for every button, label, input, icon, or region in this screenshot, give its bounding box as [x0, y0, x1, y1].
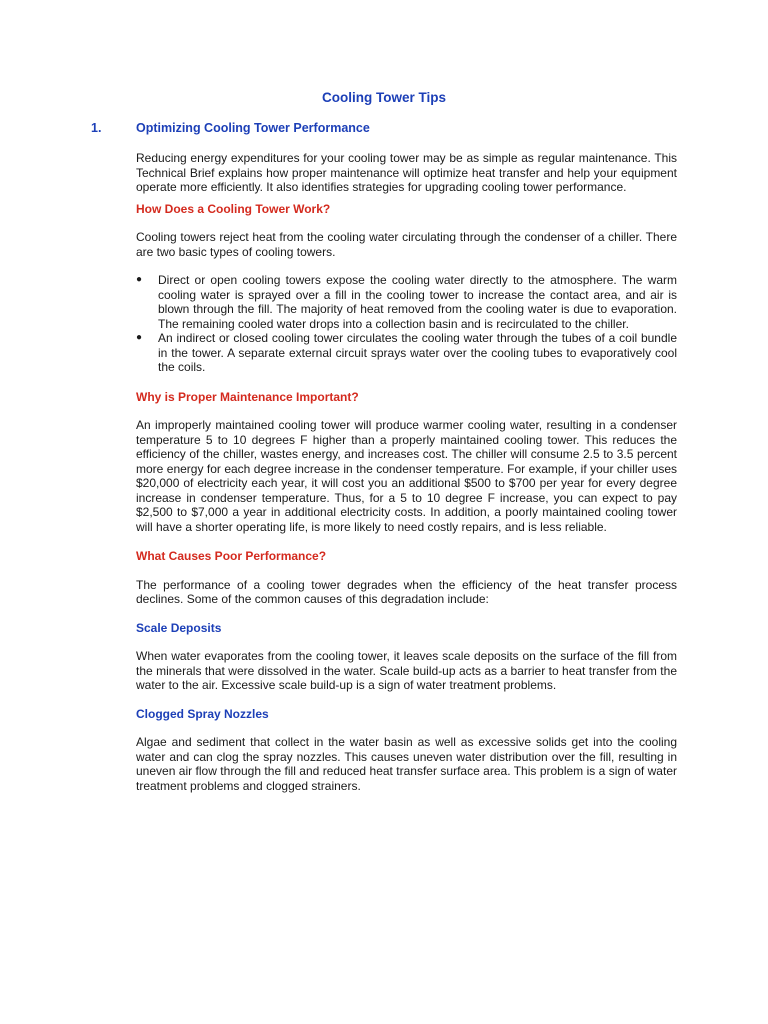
list-item [136, 273, 677, 331]
bullet-icon: ● [136, 332, 143, 343]
causes-paragraph: The performance of a cooling tower degrades when the efficiency of the heat transfer process declines. Some of the common causes of this degradation include: [136, 577, 677, 606]
document-body [136, 151, 677, 793]
how-works-paragraph: Cooling towers reject heat from the cooling water circulating through the condenser of a chiller. There are two basic types of cooling towers. [136, 230, 677, 259]
list-item [136, 331, 677, 375]
maintenance-paragraph: An improperly maintained cooling tower will produce warmer cooling water, resulting in a condenser temperature 5 to 10 degrees F higher than a properly maintained cooling tower. This reduces the efficiency of the chiller, wastes energy, and increases cost. The chiller will consume 2.5 to 3.5 percent more energy for each degree increase in the condenser temperature. For example, if your chiller uses $20,000 of electricity each year, it will cost you an additional $500 to $700 per year for every degree increase in condenser temperature. Thus, for a 5 to 10 degree F increase, you can expect to pay $2,500 to $7,000 a year in additional electricity costs. In addition, a poorly maintained cooling tower will have a shorter operating life, is more likely to need costly repairs, and is less reliable. [136, 418, 677, 534]
list-item-text: Direct or open cooling towers expose the cooling water directly to the atmosphere. The warm cooling water is sprayed over a fill in the cooling tower to increase the contact area, and air is blown through the fill. The majority of heat removed from the cooling water is due to evaporation. The remaining cooled water drops into a collection basin and is recirculated to the chiller. [158, 273, 677, 331]
scale-paragraph: When water evaporates from the cooling tower, it leaves scale deposits on the surface of the fill from the minerals that were dissolved in the water. Scale build-up acts as a barrier to heat transfer from the water to the air. Excessive scale build-up is a sign of water treatment problems. [136, 649, 677, 692]
section-number: 1. [91, 121, 102, 135]
maintenance-heading: Why is Proper Maintenance Important? [136, 389, 359, 404]
nozzles-heading: Clogged Spray Nozzles [136, 706, 269, 721]
scale-heading: Scale Deposits [136, 620, 222, 635]
section-heading [91, 121, 370, 135]
section-title: Optimizing Cooling Tower Performance [136, 121, 370, 135]
document-title: Cooling Tower Tips [322, 90, 446, 105]
causes-heading: What Causes Poor Performance? [136, 549, 327, 563]
list-item-text: An indirect or closed cooling tower circulates the cooling water through the tubes of a coil bundle in the tower. A separate external circuit sprays water over the cooling tubes to evaporatively cool the coils. [158, 331, 677, 374]
bullet-icon: ● [136, 274, 143, 285]
cooling-tower-types-list [136, 273, 677, 375]
how-works-heading: How Does a Cooling Tower Work? [136, 201, 331, 216]
intro-paragraph: Reducing energy expenditures for your cooling tower may be as simple as regular maintenance. This Technical Brief explains how proper maintenance will optimize heat transfer and help your equipment operate more efficiently. It also identifies strategies for upgrading cooling tower performance. [136, 151, 677, 194]
nozzles-paragraph: Algae and sediment that collect in the water basin as well as excessive solids get into the cooling water and can clog the spray nozzles. This causes uneven water distribution over the fill, resulting in uneven air flow through the fill and reduced heat transfer surface area. This problem is a sign of water treatment problems and clogged strainers. [136, 735, 677, 793]
